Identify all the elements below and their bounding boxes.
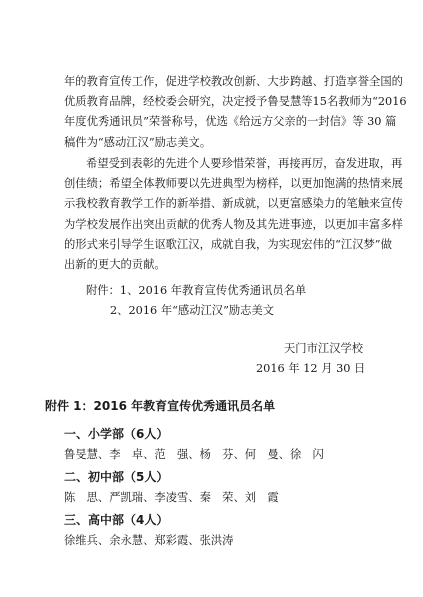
paragraph-line: 稿件为“感动江汉”励志美文。	[64, 135, 212, 149]
names-primary: 鲁旻慧、李 卓、范 强、杨 芬、何 曼、徐 闪	[64, 448, 324, 461]
section-title-junior: 二、初中部（5人）	[64, 470, 169, 484]
paragraph-line: 希望受到表彰的先进个人要珍惜荣誉，再接再厉，奋发进取，再	[86, 157, 403, 170]
section-title-senior: 三、高中部（4人）	[64, 513, 169, 527]
hope-paragraph	[64, 154, 403, 275]
attachment-list-label: 附件：1、2016 年教育宣传优秀通讯员名单	[86, 284, 307, 297]
paragraph-line: 的形式来引导学生讴歌江汉，成就自我，为实现宏伟的“江汉梦”做	[64, 237, 392, 251]
paragraph-line: 为学校发展作出突出贡献的优秀人物及其先进事迹，以更加丰富多样	[64, 217, 403, 231]
signature-date: 2016 年 12 月 30 日	[256, 362, 366, 375]
paragraph-line: 示我校教育教学工作的新举措、新成就，以更富感染力的笔触来宣传	[64, 197, 403, 211]
signature-school: 天门市江汉学校	[284, 342, 364, 355]
paragraph-line: 年的教育宣传工作，促进学校教改创新、大步跨越、打造享誉全国的	[64, 75, 403, 88]
appendix-title: 附件 1：2016 年教育宣传优秀通讯员名单	[45, 399, 276, 413]
paragraph-line: 出新的更大的贡献。	[64, 258, 166, 272]
attachment-item: 2、2016 年“感动江汉”励志美文	[110, 304, 275, 317]
names-senior: 徐维兵、余永慧、郑彩霞、张洪涛	[64, 534, 234, 547]
paragraph-line: 年度优秀通讯员”荣誉称号，优选《给远方父亲的一封信》等 30 篇	[64, 115, 397, 129]
commendation-paragraph	[64, 72, 407, 153]
names-junior: 陈 思、严凯瑞、李凌雪、秦 荣、刘 霞	[64, 491, 279, 504]
section-title-primary: 一、小学部（6人）	[64, 427, 169, 441]
paragraph-line: 优质教育品牌，经校委会研究，决定授予鲁旻慧等15名教师为“2016	[64, 95, 407, 109]
paragraph-line: 创佳绩；希望全体教师要以先进典型为榜样，以更加饱满的热情来展	[64, 177, 403, 191]
